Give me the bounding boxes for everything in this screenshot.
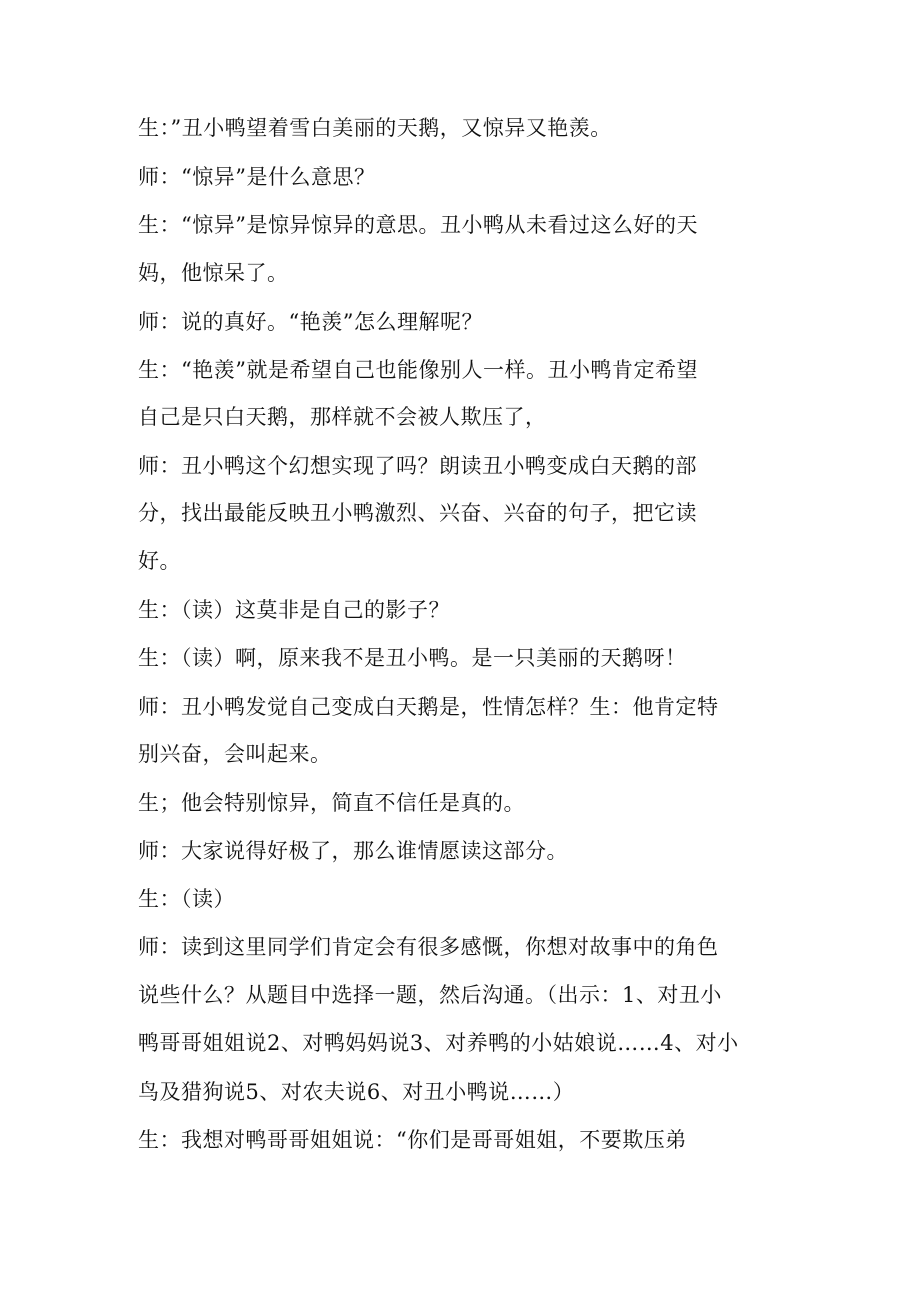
- text-line: 师：“惊异”是什么意思？: [138, 165, 376, 189]
- text-line: 生；他会特别惊异，简直不信任是真的。: [138, 791, 525, 815]
- text-line: 自己是只白天鹅，那样就不会被人欺压了，: [138, 405, 547, 429]
- text-line: 生：”丑小鸭望着雪白美丽的天鹅，又惊异又艳羡。: [138, 116, 612, 140]
- text-line: 师：说的真好。“艳羡”怎么理解呢？: [138, 310, 483, 334]
- text-line: 鸟及猎狗说5、对农夫说6、对丑小鸭说……）: [138, 1080, 575, 1104]
- text-line: 师：丑小鸭发觉自己变成白天鹅是，性情怎样？生：他肯定特: [138, 695, 719, 719]
- text-line: 生：“艳羡”就是希望自己也能像别人一样。丑小鸭肯定希望: [138, 358, 698, 382]
- text-line: 妈，他惊呆了。: [138, 261, 289, 285]
- text-line: 鸭哥哥姐姐说2、对鸭妈妈说3、对养鸭的小姑娘说……4、对小: [138, 1031, 739, 1055]
- text-line: 生：（读）: [138, 887, 235, 911]
- text-line: 师：大家说得好极了，那么谁情愿读这部分。: [138, 839, 568, 863]
- text-line: 生：“惊异”是惊异惊异的意思。丑小鸭从未看过这么好的天: [138, 213, 698, 237]
- text-line: 说些什么？从题目中选择一题，然后沟通。（出示：1、对丑小: [138, 983, 722, 1007]
- text-line: 好。: [138, 549, 181, 573]
- text-line: 别兴奋，会叫起来。: [138, 742, 332, 766]
- text-line: 生：（读）啊，原来我不是丑小鸭。是一只美丽的天鹅呀！: [138, 646, 687, 670]
- text-line: 师：丑小鸭这个幻想实现了吗？朗读丑小鸭变成白天鹅的部: [138, 454, 697, 478]
- text-line: 生：（读）这莫非是自己的影子？: [138, 598, 450, 622]
- text-line: 分，找出最能反映丑小鸭激烈、兴奋、兴奋的句子，把它读: [138, 501, 697, 525]
- text-line: 生：我想对鸭哥哥姐姐说：“你们是哥哥姐姐，不要欺压弟: [138, 1128, 687, 1152]
- text-line: 师：读到这里同学们肯定会有很多感慨，你想对故事中的角色: [138, 935, 719, 959]
